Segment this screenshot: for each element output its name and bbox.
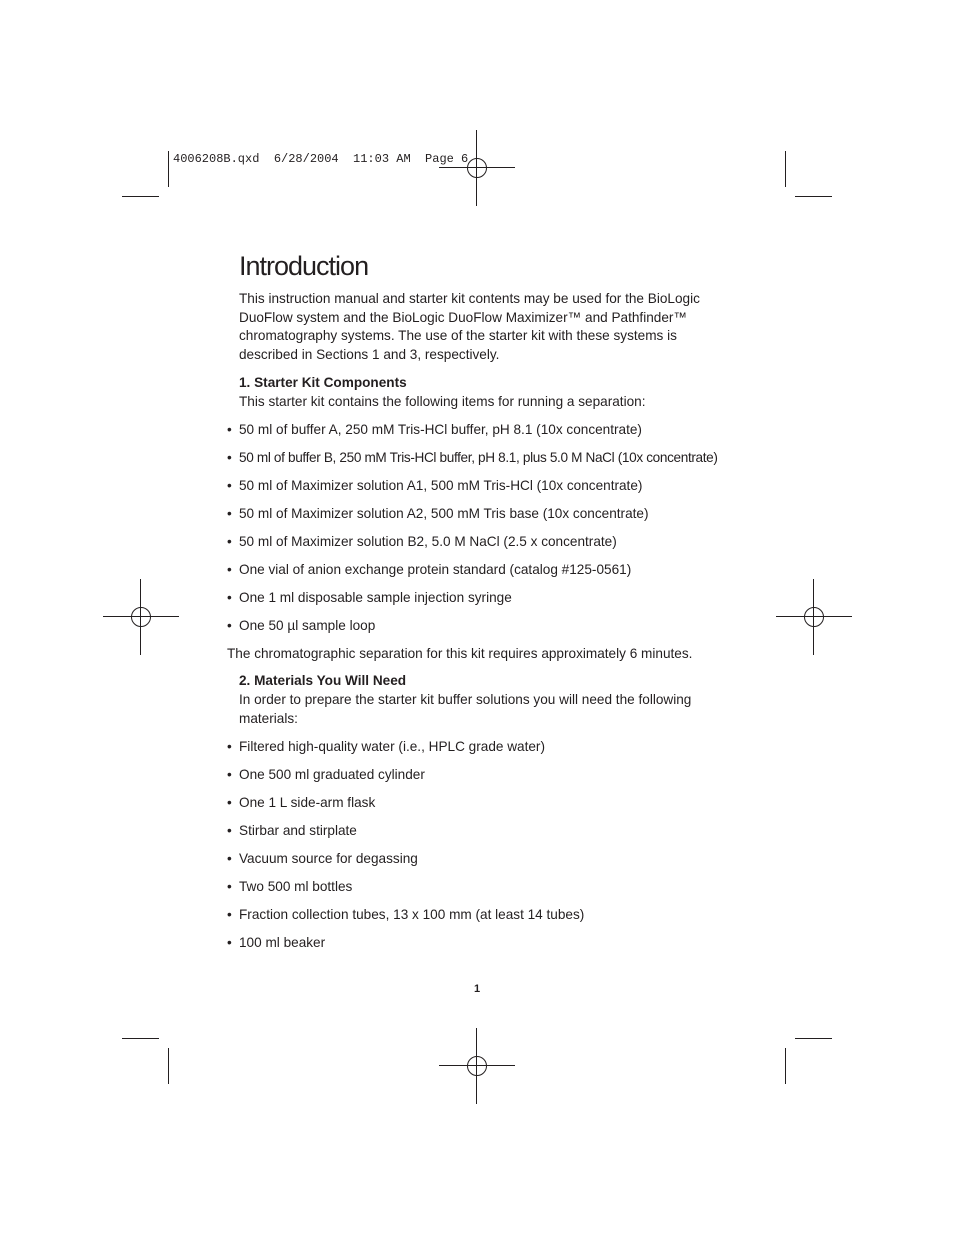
intro-line: This instruction manual and starter kit contents may be used for the BioLogic — [239, 291, 700, 306]
bullet: • — [227, 561, 232, 577]
list-item: • Stirbar and stirplate — [227, 822, 727, 841]
page-content — [227, 246, 739, 952]
list-item: • 50 ml of buffer A, 250 mM Tris-HCl buffer, pH 8.1 (10x concentrate) — [227, 421, 727, 440]
materials-list — [227, 738, 727, 953]
crop-mark — [785, 1048, 786, 1084]
list-item: • Filtered high-quality water (i.e., HPLC grade water) — [227, 738, 727, 757]
intro-line: described in Sections 1 and 3, respectively. — [239, 347, 500, 363]
crop-mark — [795, 196, 832, 197]
page-number: 1 — [473, 983, 481, 995]
bullet: • — [227, 878, 232, 894]
list-item: • 100 ml beaker — [227, 934, 727, 953]
bullet: • — [227, 794, 232, 810]
bullet: • — [227, 822, 232, 838]
list-item: • One 50 µl sample loop — [227, 617, 727, 636]
list-item: • Vacuum source for degassing — [227, 850, 727, 869]
bullet: • — [227, 738, 232, 754]
intro-paragraph — [239, 290, 719, 365]
separation-time-note: The chromatographic separation for this kit requires approximately 6 minutes. — [227, 645, 693, 661]
crop-mark — [795, 1038, 832, 1039]
list-item: • 50 ml of Maximizer solution B2, 5.0 M NaCl (2.5 x concentrate) — [227, 533, 727, 552]
bullet: • — [227, 533, 232, 549]
bullet: • — [227, 477, 232, 493]
crop-mark — [785, 151, 786, 187]
bullet: • — [227, 449, 232, 465]
bullet: • — [227, 589, 232, 605]
section-lead: materials: — [239, 710, 298, 726]
crop-mark — [122, 196, 159, 197]
section-heading: 2. Materials You Will Need — [239, 673, 407, 689]
list-item: • Two 500 ml bottles — [227, 878, 727, 897]
component-list — [227, 421, 727, 636]
bullet: • — [227, 934, 232, 950]
bullet: • — [227, 421, 232, 437]
registration-mark-bottom — [439, 1028, 515, 1104]
section-starter-kit — [227, 374, 739, 663]
list-item: • 50 ml of Maximizer solution A2, 500 mM Tris base (10x concentrate) — [227, 505, 727, 524]
registration-mark-right — [776, 579, 852, 655]
intro-line: chromatography systems. The use of the starter kit with these systems is — [239, 328, 677, 344]
page-title: Introduction — [239, 251, 369, 281]
list-item: • 50 ml of buffer B, 250 mM Tris-HCl buffer, pH 8.1, plus 5.0 M NaCl (10x concentrate) — [227, 449, 727, 468]
bullet: • — [227, 617, 232, 633]
registration-mark-left — [103, 579, 179, 655]
bullet: • — [227, 906, 232, 922]
list-item: • Fraction collection tubes, 13 x 100 mm (at least 14 tubes) — [227, 906, 727, 925]
section-lead: This starter kit contains the following items for running a separation: — [239, 393, 646, 409]
registration-mark-top — [439, 130, 515, 206]
crop-mark — [122, 1038, 159, 1039]
section-heading: 1. Starter Kit Components — [239, 374, 407, 390]
section-lead: In order to prepare the starter kit buffer solutions you will need the following — [239, 691, 692, 707]
crop-mark — [168, 151, 169, 187]
bullet: • — [227, 505, 232, 521]
list-item: • One vial of anion exchange protein standard (catalog #125-0561) — [227, 561, 727, 580]
bullet: • — [227, 850, 232, 866]
list-item: • 50 ml of Maximizer solution A1, 500 mM Tris-HCl (10x concentrate) — [227, 477, 727, 496]
file-slug-line: 4006208B.qxd 6/28/2004 11:03 AM Page 6 — [173, 152, 469, 166]
list-item: • One 1 L side-arm flask — [227, 794, 727, 813]
crop-mark — [168, 1048, 169, 1084]
list-item: • One 500 ml graduated cylinder — [227, 766, 727, 785]
intro-line: DuoFlow system and the BioLogic DuoFlow Maximizer™ and Pathfinder™ — [239, 309, 688, 325]
list-item: • One 1 ml disposable sample injection syringe — [227, 589, 727, 608]
bullet: • — [227, 766, 232, 782]
section-materials — [227, 672, 739, 952]
